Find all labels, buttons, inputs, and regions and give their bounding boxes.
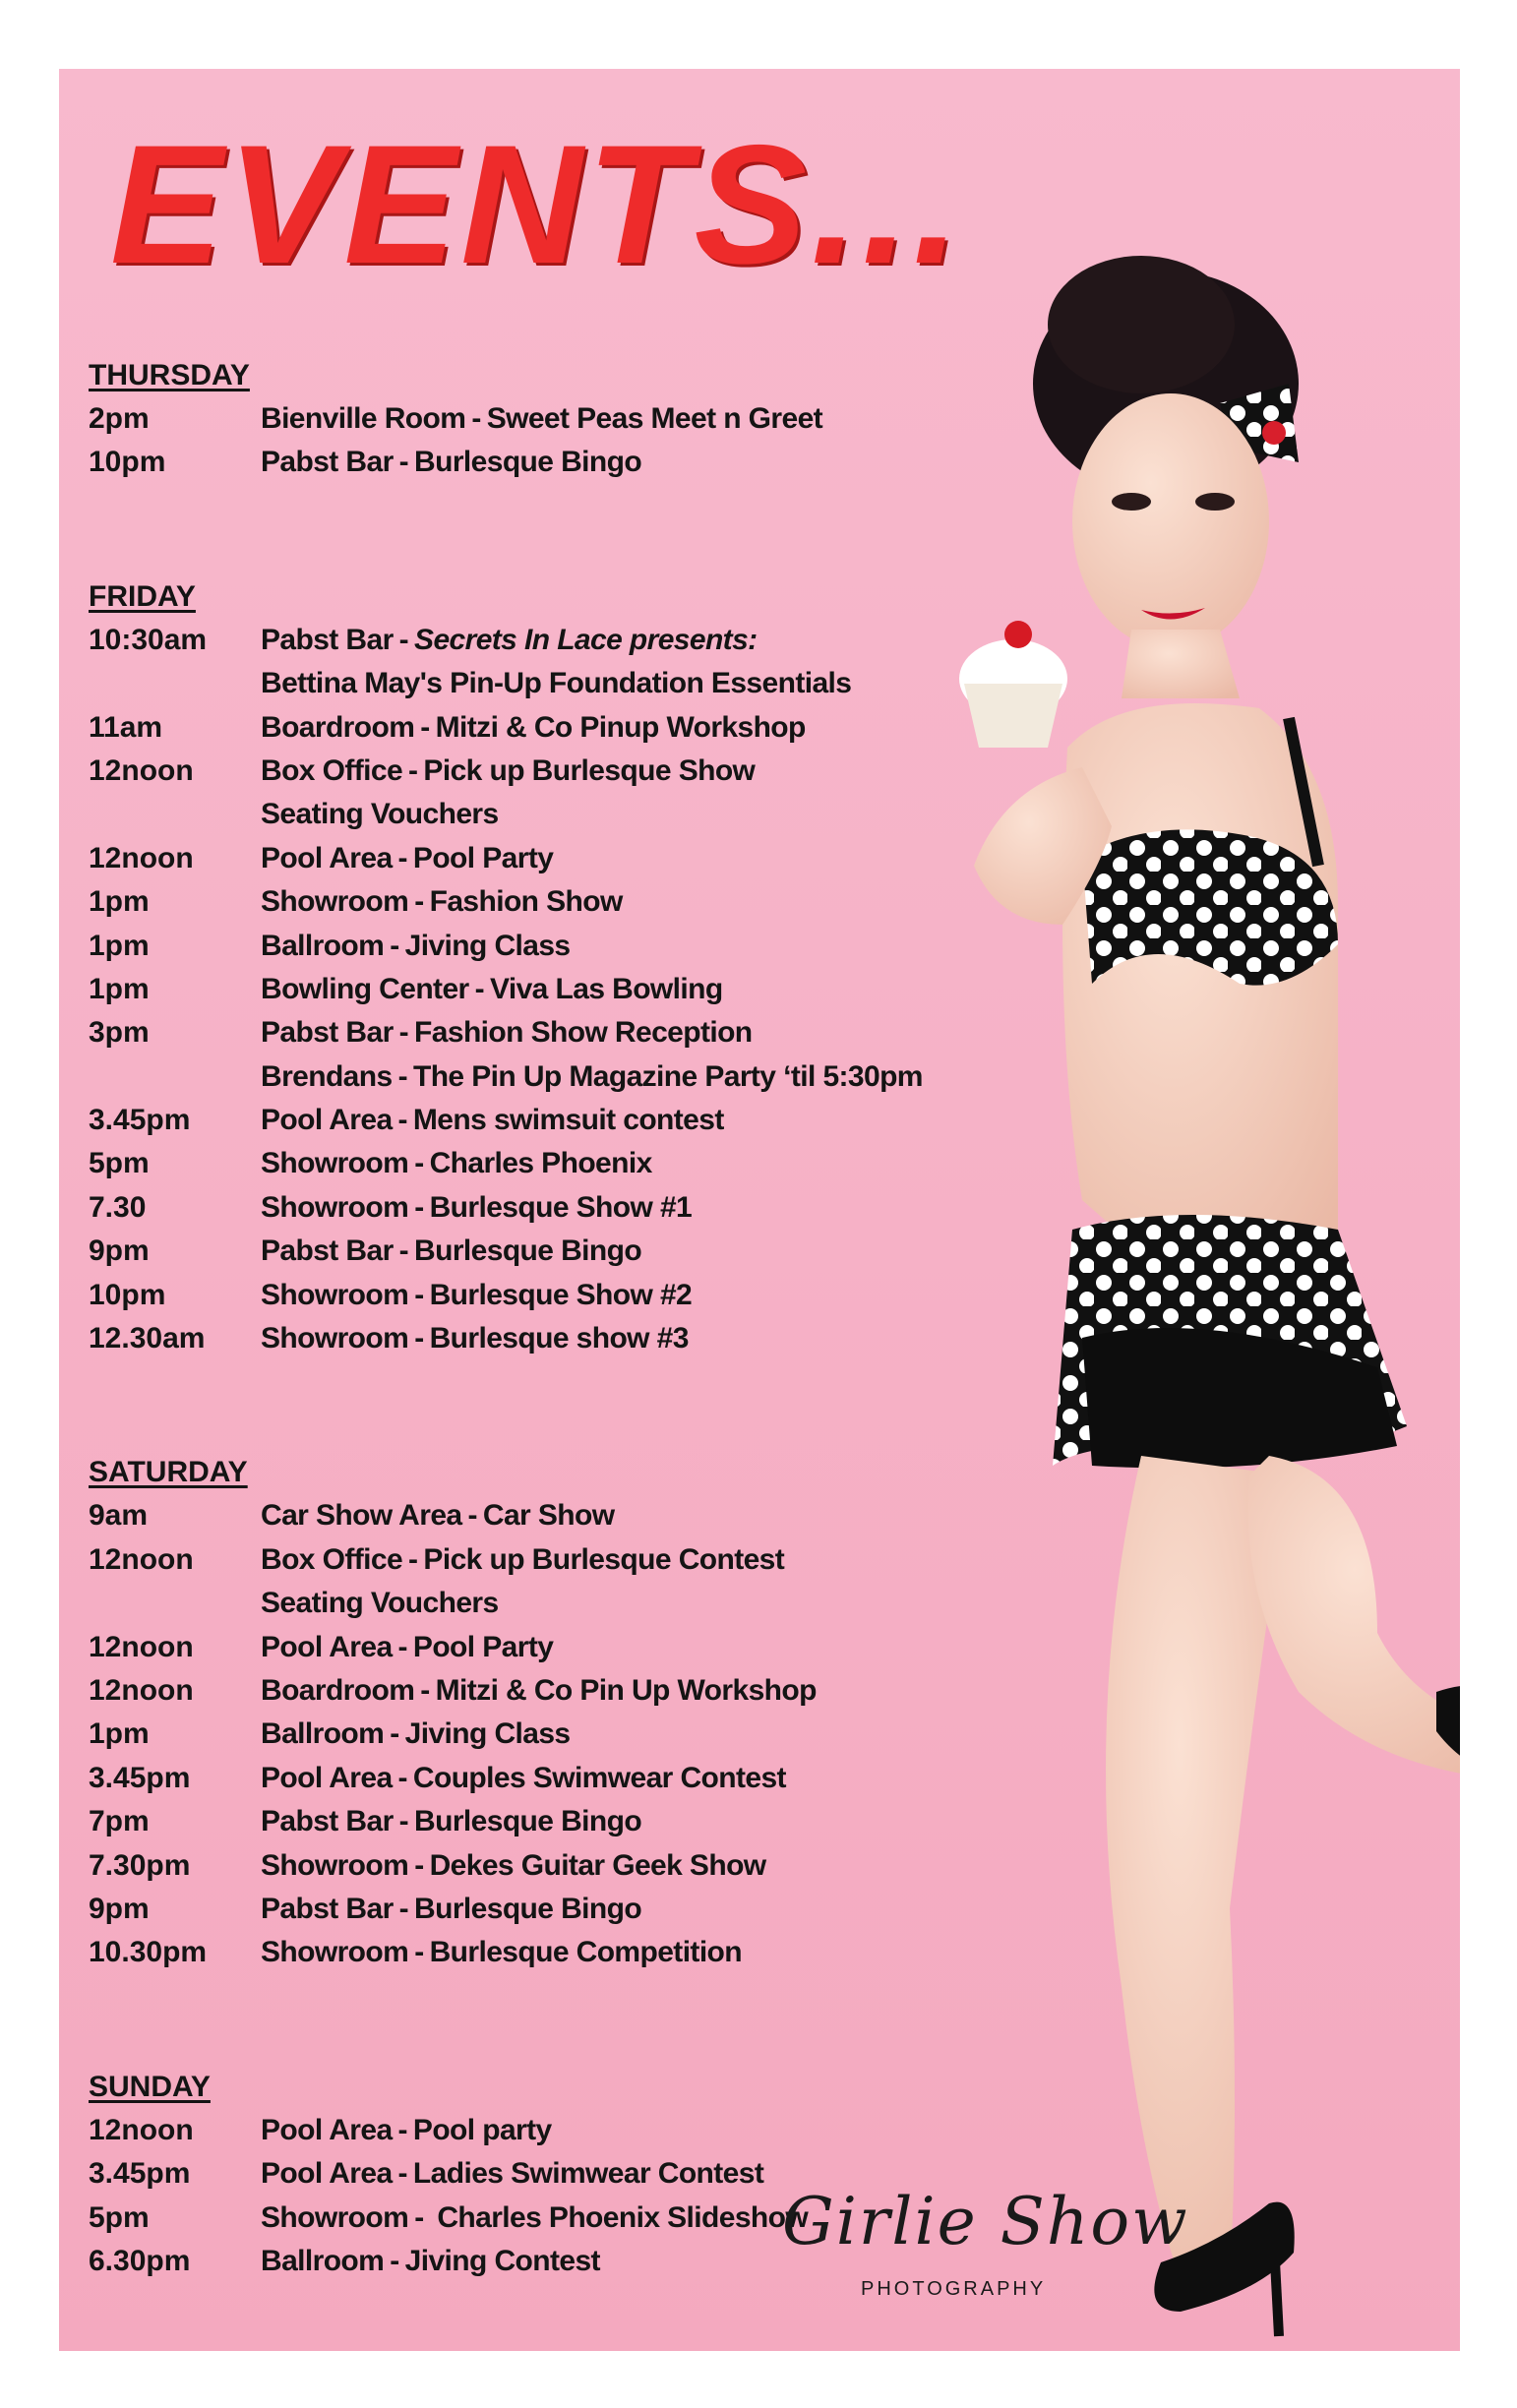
separator: -: [408, 1542, 418, 1576]
event-location: Boardroom: [261, 710, 415, 744]
event-description: [261, 1494, 614, 1537]
event-description: [261, 1800, 641, 1843]
event-location: Pool Area: [261, 1630, 393, 1663]
event-time: 12noon: [89, 1542, 194, 1576]
event-name: Mitzi & Co Pin Up Workshop: [435, 1673, 817, 1707]
event-time: 1pm: [89, 972, 150, 1005]
event-name: Fashion Show Reception: [414, 1016, 753, 1050]
event-name: Burlesque Bingo: [414, 1805, 642, 1838]
event-location: Brendans: [261, 1059, 393, 1093]
event-name: Car Show: [482, 1499, 615, 1533]
day-heading: FRIDAY: [89, 579, 196, 613]
event-location: Showroom: [261, 885, 409, 919]
event-time: 10:30am: [89, 623, 208, 656]
separator: -: [398, 623, 409, 656]
event-description: [261, 1011, 753, 1054]
event-time: 12noon: [89, 1630, 194, 1663]
event-time: 7.30: [89, 1190, 147, 1224]
day-heading: SATURDAY: [89, 1456, 248, 1489]
event-time: 1pm: [89, 929, 150, 962]
separator: -: [474, 972, 484, 1005]
event-description: [261, 1844, 766, 1888]
event-location: Showroom: [261, 1322, 409, 1355]
event-description: [261, 2152, 763, 2196]
event-location: Pool Area: [261, 2157, 393, 2191]
event-time: 11am: [89, 710, 163, 744]
event-description: [261, 2109, 552, 2152]
event-name: Jiving Class: [404, 1717, 571, 1751]
event-description: [261, 1186, 692, 1230]
event-location: Car Show Area: [261, 1499, 462, 1533]
event-name: Burlesque show #3: [429, 1322, 689, 1355]
event-location: Pabst Bar: [261, 623, 394, 656]
event-location: Pabst Bar: [261, 1234, 394, 1268]
event-time: 12noon: [89, 2113, 194, 2146]
event-description: [261, 1317, 689, 1360]
event-time: 12.30am: [89, 1322, 206, 1355]
event-description: [261, 2240, 600, 2283]
event-description: [261, 1626, 553, 1669]
event-name: Burlesque Show #2: [429, 1278, 693, 1311]
event-time: 10.30pm: [89, 1936, 208, 1969]
event-name: Burlesque Show #1: [429, 1190, 693, 1224]
event-time: 5pm: [89, 1147, 150, 1180]
separator: -: [467, 1499, 477, 1533]
separator: -: [390, 1717, 399, 1751]
event-location: Bowling Center: [261, 972, 469, 1005]
separator: -: [398, 1016, 409, 1050]
event-time: [89, 1055, 261, 1099]
event-description: [261, 1757, 786, 1800]
event-name: Burlesque Bingo: [414, 1892, 642, 1925]
separator: -: [414, 1190, 424, 1224]
separator: -: [414, 1322, 424, 1355]
event-name: Viva Las Bowling: [490, 972, 723, 1005]
event-description: [261, 662, 851, 705]
event-time: 12noon: [89, 841, 194, 874]
separator: -: [414, 1278, 424, 1311]
separator: -: [397, 1104, 407, 1137]
separator: -: [414, 885, 424, 919]
event-time: 7pm: [89, 1805, 150, 1838]
event-time: 2pm: [89, 402, 150, 435]
event-location: Pool Area: [261, 1761, 393, 1794]
event-description: [261, 1888, 641, 1931]
separator: -: [390, 2244, 399, 2277]
event-location: Showroom: [261, 1278, 409, 1311]
event-location: Showroom: [261, 1190, 409, 1224]
separator: -: [414, 1936, 424, 1969]
logo-subtitle: PHOTOGRAPHY: [861, 2278, 1047, 2300]
event-time: 3.45pm: [89, 1761, 191, 1794]
event-location: Bienville Room: [261, 402, 466, 435]
event-name: Pick up Burlesque Contest: [423, 1542, 785, 1576]
event-time: 10pm: [89, 1278, 166, 1311]
event-description: [261, 1713, 571, 1756]
separator: -: [398, 446, 409, 479]
event-name: Charles Phoenix: [429, 1147, 652, 1180]
page-title: EVENTS...: [110, 110, 964, 299]
event-time: 10pm: [89, 446, 166, 479]
event-time: [89, 793, 261, 836]
event-location: Ballroom: [261, 1717, 385, 1751]
event-time: 12noon: [89, 753, 194, 787]
event-time: [89, 1582, 261, 1625]
separator: -: [471, 402, 481, 435]
event-location: Ballroom: [261, 929, 385, 962]
event-name: Seating Vouchers: [261, 1587, 499, 1620]
event-time: 9pm: [89, 1234, 150, 1268]
event-name: Sweet Peas Meet n Greet: [486, 402, 823, 435]
event-description: [261, 1099, 724, 1142]
event-location: Box Office: [261, 753, 403, 787]
event-description: [261, 1669, 817, 1713]
event-name: Dekes Guitar Geek Show: [429, 1848, 766, 1882]
event-description: [261, 1230, 641, 1273]
separator: -: [397, 2157, 407, 2191]
event-name: Seating Vouchers: [261, 798, 499, 831]
event-time: 3pm: [89, 1016, 150, 1050]
event-time: 5pm: [89, 2200, 150, 2234]
event-description: [261, 1538, 784, 1582]
event-name: Mitzi & Co Pinup Workshop: [435, 710, 806, 744]
events-poster: [59, 69, 1460, 2351]
event-name: Charles Phoenix Slideshow: [429, 2200, 809, 2234]
event-description: [261, 397, 822, 441]
event-time: 12noon: [89, 1673, 194, 1707]
event-name: The Pin Up Magazine Party ‘til 5:30pm: [412, 1059, 923, 1093]
separator: -: [398, 1805, 409, 1838]
event-description: [261, 925, 571, 968]
event-location: Boardroom: [261, 1673, 415, 1707]
event-description: [261, 837, 553, 880]
event-location: Pabst Bar: [261, 1805, 394, 1838]
separator: -: [414, 1147, 424, 1180]
event-name: Pool party: [412, 2113, 552, 2146]
event-time: 9am: [89, 1499, 149, 1533]
event-name: Jiving Class: [404, 929, 571, 962]
event-name: Couples Swimwear Contest: [412, 1761, 786, 1794]
separator: -: [420, 1673, 430, 1707]
separator: -: [398, 1234, 409, 1268]
separator: -: [398, 1892, 409, 1925]
separator: -: [397, 1761, 407, 1794]
event-time: 9pm: [89, 1892, 150, 1925]
separator: -: [420, 710, 430, 744]
day-heading: SUNDAY: [89, 2070, 211, 2103]
event-time: 6.30pm: [89, 2244, 191, 2277]
event-time: [89, 662, 261, 705]
event-location: Pool Area: [261, 2113, 393, 2146]
event-description: [261, 1931, 742, 1974]
day-heading: THURSDAY: [89, 359, 250, 391]
event-description: [261, 1582, 499, 1625]
event-name: Ladies Swimwear Contest: [412, 2157, 764, 2191]
event-time: 3.45pm: [89, 2157, 191, 2191]
event-description: [261, 968, 723, 1011]
event-location: Showroom: [261, 1147, 409, 1180]
event-location: Showroom: [261, 1848, 409, 1882]
event-name: Pool Party: [412, 1630, 554, 1663]
separator: -: [414, 1848, 424, 1882]
event-description: [261, 1055, 923, 1099]
separator: -: [408, 753, 418, 787]
event-location: Pabst Bar: [261, 1016, 394, 1050]
event-description: [261, 793, 499, 836]
event-description: [261, 1274, 692, 1317]
event-name: Secrets In Lace presents:: [414, 623, 758, 656]
event-location: Showroom: [261, 2200, 409, 2234]
event-description: [261, 441, 641, 484]
event-time: 7.30pm: [89, 1848, 191, 1882]
event-name: Burlesque Bingo: [414, 446, 642, 479]
separator: -: [397, 841, 407, 874]
girlie-show-logo: [782, 2184, 1189, 2331]
event-name: Fashion Show: [429, 885, 623, 919]
event-description: [261, 750, 755, 793]
event-description: [261, 2197, 808, 2240]
event-description: [261, 1142, 652, 1185]
event-description: [261, 619, 758, 662]
event-name: Burlesque Bingo: [414, 1234, 642, 1268]
event-name: Pool Party: [412, 841, 554, 874]
separator: -: [397, 2113, 407, 2146]
event-description: [261, 706, 806, 750]
event-location: Ballroom: [261, 2244, 385, 2277]
event-name: Mens swimsuit contest: [412, 1104, 724, 1137]
event-location: Pabst Bar: [261, 446, 394, 479]
separator: -: [390, 929, 399, 962]
event-name: Burlesque Competition: [429, 1936, 743, 1969]
event-name: Pick up Burlesque Show: [423, 753, 756, 787]
event-description: [261, 880, 623, 924]
event-location: Box Office: [261, 1542, 403, 1576]
logo-script: Girlie Show: [782, 2184, 1189, 2259]
pinup-model-image: [826, 236, 1460, 2351]
event-name: Jiving Contest: [404, 2244, 600, 2277]
separator: -: [397, 1059, 407, 1093]
event-name: Bettina May's Pin-Up Foundation Essentials: [261, 667, 852, 700]
event-location: Pabst Bar: [261, 1892, 394, 1925]
separator: -: [414, 2200, 424, 2234]
event-time: 1pm: [89, 1717, 150, 1751]
event-time: 3.45pm: [89, 1104, 191, 1137]
separator: -: [397, 1630, 407, 1663]
event-time: 1pm: [89, 885, 150, 919]
event-location: Showroom: [261, 1936, 409, 1969]
event-location: Pool Area: [261, 1104, 393, 1137]
event-location: Pool Area: [261, 841, 393, 874]
